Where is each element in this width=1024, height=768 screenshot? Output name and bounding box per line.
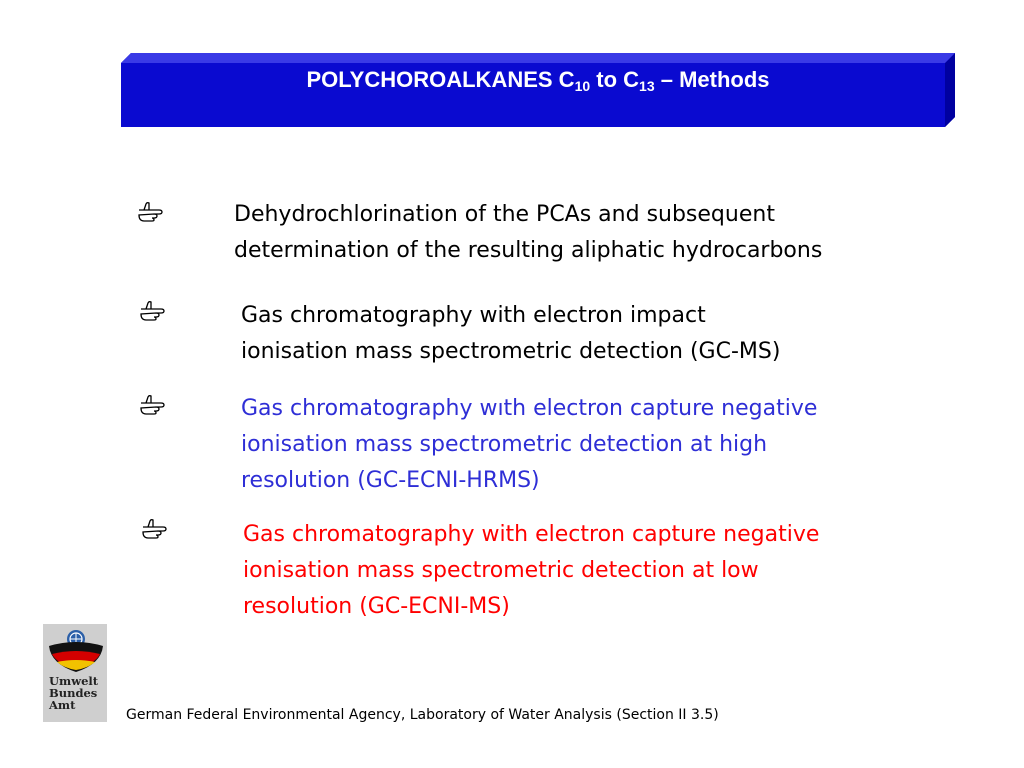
eagle-emblem-icon: [43, 624, 107, 674]
pointing-hand-icon: [142, 517, 176, 539]
pointing-hand-icon: [138, 200, 172, 222]
bullet-text-2: Gas chromatography with electron impact ionisation mass spectrometric detection (GC-MS): [241, 303, 781, 364]
pointing-hand-icon: [140, 393, 174, 415]
bullet-text-3: Gas chromatography wıth electron capture negative ionisation mass spectrometric detection at high resolution (GC-ECNI-HRMS): [241, 396, 818, 493]
logo-text: Umwelt Bundes Amt: [49, 674, 99, 712]
umweltbundesamt-logo: [43, 624, 107, 722]
bullet-text-4: Gas chromatography with electron capture negative ionisation mass spectrometric detection at low resolution (GC-ECNI-MS): [243, 522, 820, 619]
title-banner: [121, 53, 955, 127]
page-title: POLYCHOROALKANES $C_{10}$ to $C_{13}$ – Methods: [306, 67, 770, 94]
footer-text: German Federal Environmental Agency, Laboratory of Water Analysis (Section II 3.5): [126, 707, 719, 723]
pointing-hand-icon: [140, 299, 174, 321]
bullet-text-1: Dehydrochlorination of the PCAs and subsequent determination of the resulting aliphatic hydrocarbons: [234, 202, 823, 263]
